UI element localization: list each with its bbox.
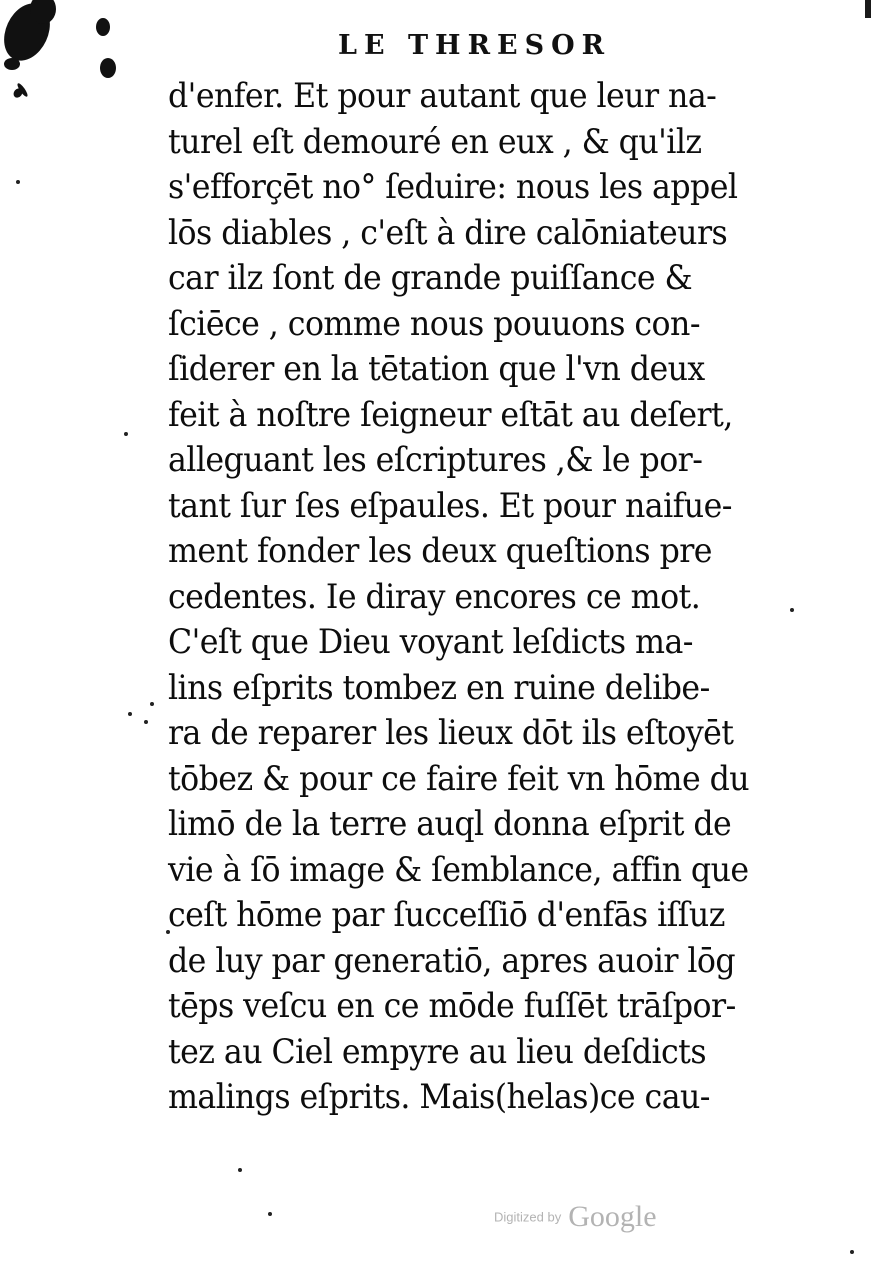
text-line: car ilz ſont de grande puiſſance & [168,258,693,298]
text-line: tez au Ciel empyre au lieu deſdicts [168,1031,707,1072]
text-line: tēps veſcu en ce mōde fuſſēt trāſpor- [168,986,736,1026]
text-line: ſciēce , comme nous pouuons con- [168,303,700,344]
running-head: LE THRESOR [338,30,612,61]
text-line: turel eſt demouré en eux , & qu'ilz [168,121,702,162]
digitized-watermark [494,1200,657,1234]
text-line: ment fonder les deux queſtions pre [168,531,712,571]
text-line: cedentes. Ie diray encores ce mot. [168,576,701,617]
text-line: feit à noſtre ſeigneur eſtāt au deſert, [168,394,733,435]
page-edge-mark [865,0,871,18]
text-line: ra de reparer les lieux dōt ils eſtoyēt [168,713,734,753]
text-line: s'efforçēt no° ſeduire: nous les appel [168,167,738,207]
google-logo: Google [568,1200,657,1233]
body-text [168,74,808,1121]
text-line: de luy par generatiō, apres auoir lōg [168,940,736,981]
text-line: ceſt hōme par ſucceſſiō d'enfās iſſuz [168,895,725,935]
text-line: tant ſur ſes eſpaules. Et pour naifue- [168,485,732,526]
text-line: tōbez & pour ce faire feit vn hōme du [168,758,750,799]
text-line: vie à ſō image & ſemblance, affin que [168,849,749,890]
text-line: alleguant les eſcriptures ,& le por- [168,440,703,480]
text-line: lins eſprits tombez en ruine delibe- [168,667,710,708]
text-line: lōs diables , c'eſt à dire calōniateurs [168,212,728,253]
text-line: malings eſprits. Mais(helas)ce cau- [168,1077,710,1117]
text-line: C'eſt que Dieu voyant leſdicts ma- [168,622,693,662]
text-line: d'enfer. Et pour autant que leur na- [168,76,717,116]
text-line: ſiderer en la tētation que l'vn deux [168,349,705,389]
text-line: limō de la terre auql donna eſprit de [168,804,732,844]
watermark-prefix: Digitized by [494,1209,562,1225]
